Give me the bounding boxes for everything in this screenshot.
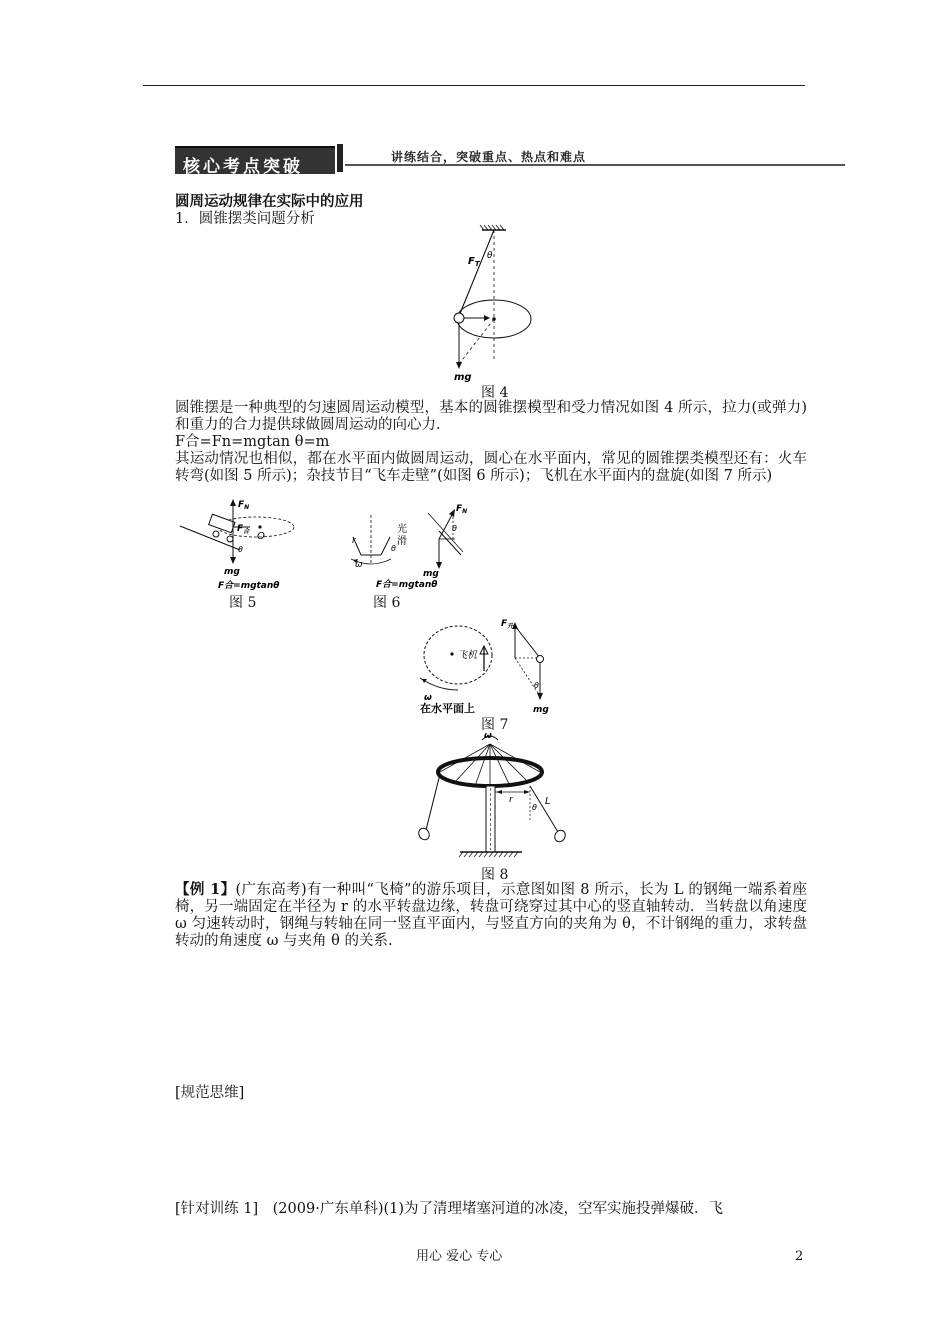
figure-5-caption: 图 5 — [229, 595, 257, 611]
figure-5-diagram — [178, 498, 313, 590]
fig7-omega-label: ω — [424, 693, 432, 703]
figure-8-caption: 图 8 — [481, 867, 509, 883]
example-1 — [175, 881, 807, 950]
paragraph-models: 其运动情况也相似，都在水平面内做圆周运动，圆心在水平面内，常见的圆锥摆类模型还有：火车转弯(如图 5 所示)；杂技节目“飞车走壁”(如图 6 所示)；飞机在水平面内的盘旋(如图 7 所示) — [175, 451, 807, 484]
training-1: [针对训练 1] (2009·广东单科)(1)为了清理堵塞河道的冰凌，空军实施投弹爆破．飞 — [175, 1201, 724, 1217]
fig8-omega-label: ω — [484, 731, 492, 741]
footer-slogan: 用心 爱心 专心 — [416, 1249, 503, 1264]
fig6-mg-label: mg — [423, 569, 439, 579]
fig7-plane-label: 飞机 — [457, 650, 477, 661]
page-number: 2 — [795, 1249, 804, 1264]
fig4-mg-label: mg — [454, 372, 472, 383]
figure-7-caption: 图 7 — [481, 717, 509, 733]
fig6-formula: F合=mgtanθ — [376, 580, 438, 590]
fig8-L-label: L — [545, 796, 551, 807]
figure-7-diagram — [412, 616, 562, 714]
example-tag: 【例 1】 — [175, 881, 236, 898]
fig4-ft-label: $F_T$ — [468, 256, 480, 268]
banner-divider — [337, 144, 343, 172]
section-subheading: 1．圆锥摆类问题分析 — [175, 211, 315, 227]
fig8-theta-label: θ — [532, 803, 537, 812]
example-body: (广东高考)有一种叫“飞椅”的游乐项目，示意图如图 8 所示，长为 L 的钢绳一端系着座椅，另一端固定在半径为 r 的水平转盘边缘，转盘可绕穿过其中心的竖直轴转动．当转盘以角速度 ω 匀速转动时，钢绳与转轴在同一竖直平面内，与竖直方向的夹角为 θ，不计钢绳的重力，求转盘转动的角速度 ω 与夹角 θ 的关系. — [175, 882, 807, 949]
figure-8-diagram — [410, 730, 580, 862]
guifan-siwei: [规范思维] — [175, 1085, 245, 1101]
fig5-mg-label: mg — [224, 567, 240, 577]
fig6-smooth-label-1: 光 — [397, 524, 407, 535]
fig8-r-label: r — [509, 795, 513, 805]
fig7-fsheng-label: $F_升$ — [501, 619, 514, 630]
fig7-horizontal-label: 在水平面上 — [420, 702, 475, 714]
figure-6-diagram — [343, 503, 478, 595]
figure-4-caption: 图 4 — [481, 385, 509, 401]
fig5-fn-label: $F_N$ — [238, 500, 250, 511]
banner-subtitle: 讲练结合，突破重点、热点和难点 — [391, 150, 587, 164]
section-banner — [175, 142, 845, 177]
paragraph-intro: 圆锥摆是一种典型的匀速圆周运动模型，基本的圆锥摆模型和受力情况如图 4 所示，拉力(或弹力)和重力的合力提供球做圆周运动的向心力. — [175, 400, 807, 433]
fig6-r-label: r — [352, 536, 356, 546]
fig6-theta2-label: θ — [452, 524, 457, 533]
fig6-fn-label: $F_N$ — [456, 504, 468, 515]
fig4-theta-label: θ — [487, 251, 493, 261]
fig6-smooth-label-2: 滑 — [397, 536, 407, 547]
banner-title: 核心考点突破 — [183, 157, 303, 177]
fig5-formula: F合=mgtanθ — [218, 581, 280, 590]
figure-6-caption: 图 6 — [373, 595, 401, 611]
fig7-theta-label: θ — [534, 681, 539, 690]
fig6-theta-label: θ — [391, 544, 396, 553]
fig5-fhe-label: $F_合$ — [237, 524, 250, 535]
figure-4-diagram — [440, 224, 550, 384]
fig5-o-label: O — [257, 531, 265, 542]
fig6-omega-label: ω — [355, 560, 363, 570]
section-heading: 圆周运动规律在实际中的应用 — [175, 193, 364, 210]
header-rule — [143, 85, 805, 86]
fig5-theta-label: θ — [238, 545, 243, 554]
fig7-mg-label: mg — [533, 705, 549, 714]
banner-box — [175, 146, 335, 177]
formula-line: F合=Fn=mgtan θ=m — [175, 434, 330, 450]
